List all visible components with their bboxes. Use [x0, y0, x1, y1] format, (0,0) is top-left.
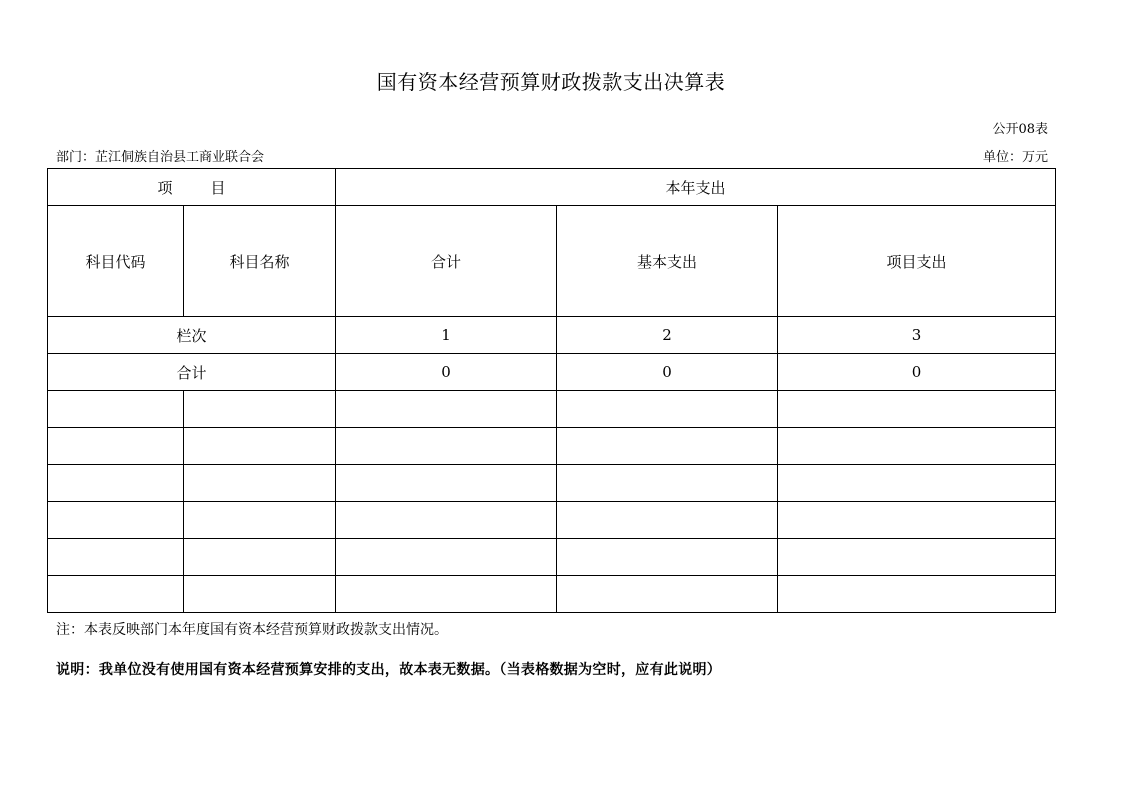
table-cell-basic — [557, 391, 778, 428]
table-cell-total — [336, 576, 557, 613]
page-title: 国有资本经营预算财政拨款支出决算表 — [376, 70, 726, 94]
table-cell-project — [778, 428, 1056, 465]
project-expenditure-header: 项目支出 — [778, 206, 1056, 317]
table-cell-total — [336, 539, 557, 576]
table-cell-basic — [557, 539, 778, 576]
table-cell-code — [48, 502, 184, 539]
table-cell-project — [778, 539, 1056, 576]
column-number-label: 栏次 — [48, 317, 336, 354]
table-row — [48, 465, 1056, 502]
table-cell-basic — [557, 465, 778, 502]
table-cell-basic — [557, 502, 778, 539]
basic-expenditure-header: 基本支出 — [557, 206, 778, 317]
item-header-char-2: 目 — [210, 178, 226, 197]
table-cell-name — [184, 539, 336, 576]
column-number-project: 3 — [778, 317, 1056, 354]
table-cell-name — [184, 502, 336, 539]
table-cell-total — [336, 391, 557, 428]
sum-project-value: 0 — [778, 354, 1056, 391]
table-cell-project — [778, 576, 1056, 613]
form-number: 公开08表 — [992, 122, 1048, 137]
table-cell-name — [184, 391, 336, 428]
table-cell-code — [48, 576, 184, 613]
table-cell-name — [184, 576, 336, 613]
table-row — [48, 502, 1056, 539]
table-cell-basic — [557, 576, 778, 613]
table-row — [48, 539, 1056, 576]
subject-name-header: 科目名称 — [184, 206, 336, 317]
table-cell-name — [184, 465, 336, 502]
table-cell-basic — [557, 428, 778, 465]
sum-row — [48, 354, 1056, 391]
table-note: 注：本表反映部门本年度国有资本经营预算财政拨款支出情况。 — [56, 622, 448, 638]
item-header-cell — [48, 169, 336, 206]
table-cell-total — [336, 465, 557, 502]
sum-basic-value: 0 — [557, 354, 778, 391]
department-label: 部门：芷江侗族自治县工商业联合会 — [56, 150, 265, 165]
header-row-2 — [48, 206, 1056, 317]
sum-total-value: 0 — [336, 354, 557, 391]
subject-code-header: 科目代码 — [48, 206, 184, 317]
column-number-basic: 2 — [557, 317, 778, 354]
current-year-header: 本年支出 — [336, 169, 1056, 206]
table-cell-code — [48, 428, 184, 465]
header-row-1 — [48, 169, 1056, 206]
table-cell-code — [48, 539, 184, 576]
table-cell-project — [778, 391, 1056, 428]
table-row — [48, 391, 1056, 428]
table-cell-total — [336, 502, 557, 539]
unit-label: 单位：万元 — [982, 150, 1048, 165]
table-cell-project — [778, 465, 1056, 502]
item-header-char-1: 项 — [157, 178, 173, 197]
table-cell-code — [48, 391, 184, 428]
column-number-total: 1 — [336, 317, 557, 354]
sum-row-label: 合计 — [48, 354, 336, 391]
total-header: 合计 — [336, 206, 557, 317]
table-cell-code — [48, 465, 184, 502]
expenditure-table — [47, 168, 1056, 613]
table-cell-project — [778, 502, 1056, 539]
table-row — [48, 428, 1056, 465]
table-cell-name — [184, 428, 336, 465]
table-explanation: 说明：我单位没有使用国有资本经营预算安排的支出，故本表无数据。（当表格数据为空时，应有此说明） — [56, 662, 722, 678]
column-number-row — [48, 317, 1056, 354]
table-cell-total — [336, 428, 557, 465]
table-row — [48, 576, 1056, 613]
